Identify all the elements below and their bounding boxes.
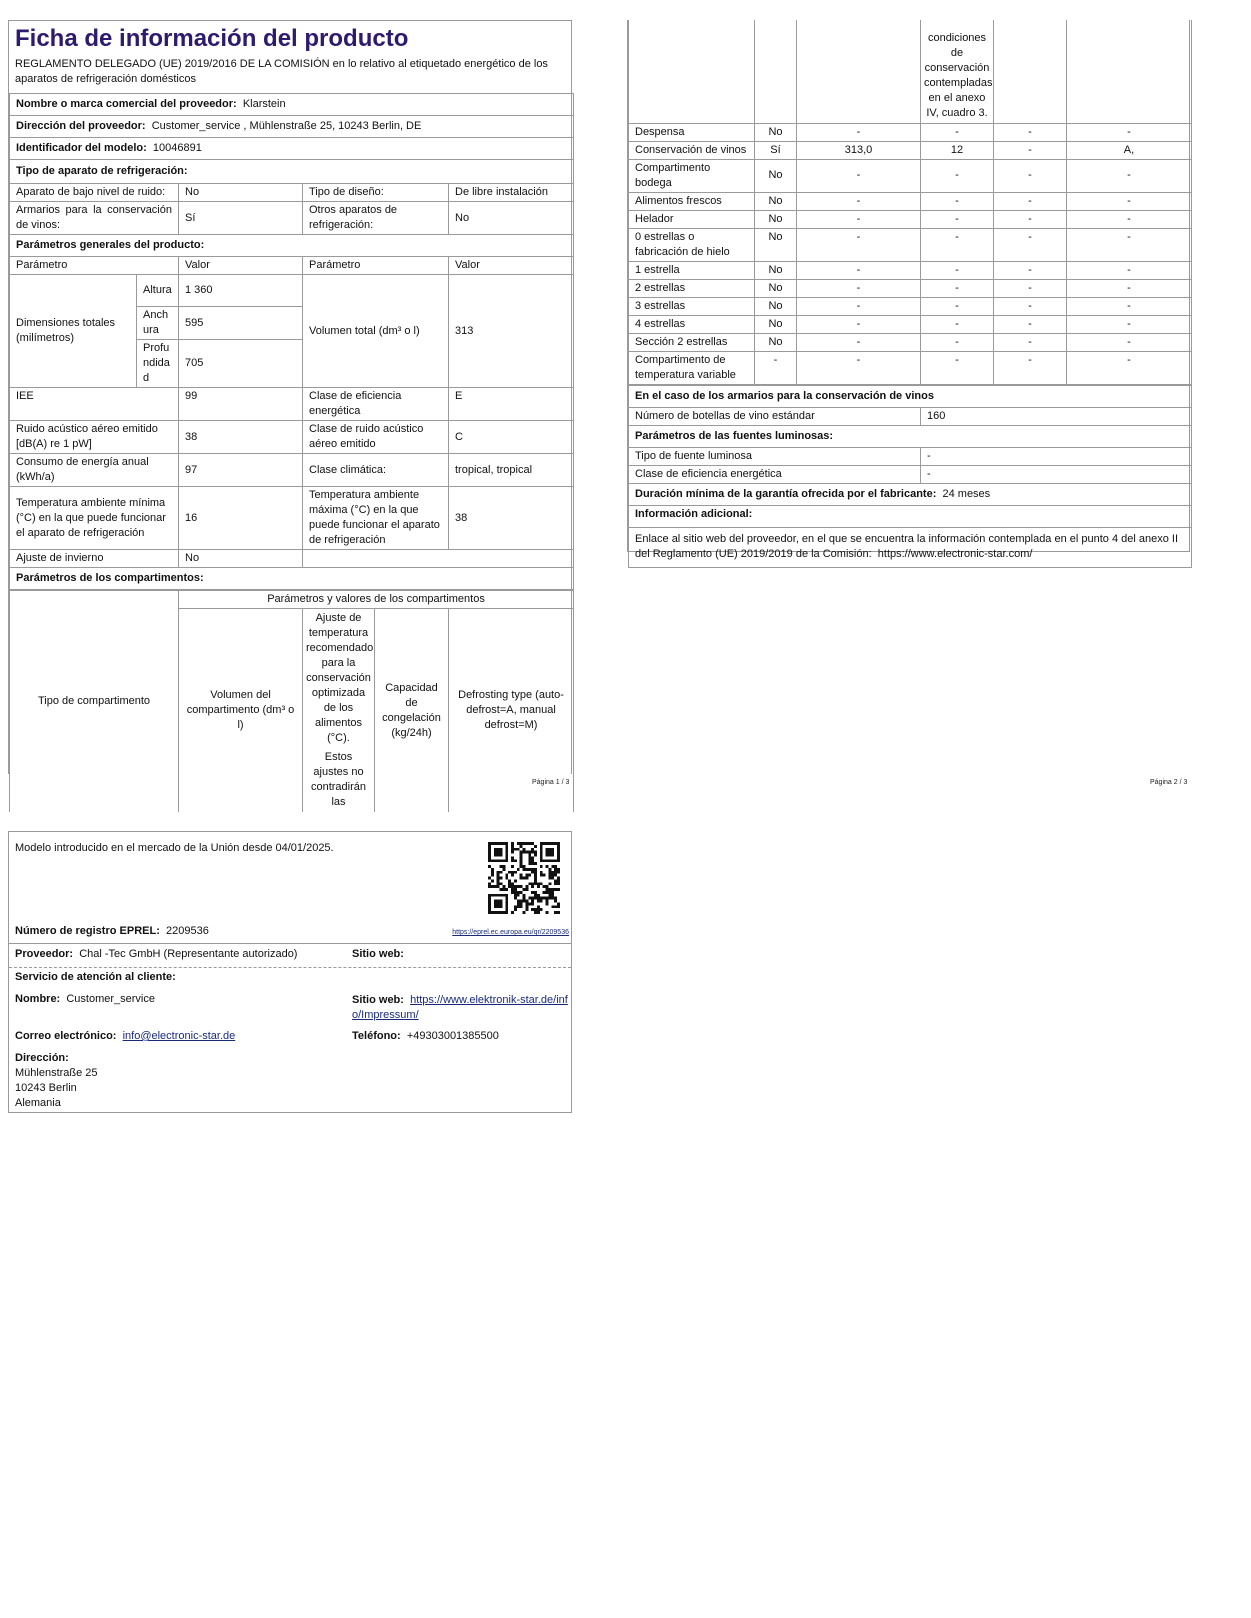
page-number-1: Página 1 / 3 [532, 779, 570, 786]
comp-freeze: - [994, 123, 1067, 141]
compartment-row [629, 123, 1192, 141]
phone-label: Teléfono: [352, 1030, 401, 1042]
eei-label: IEE [10, 388, 179, 421]
other-label: Otros aparatos de refrigeración: [303, 202, 449, 235]
address-label: Dirección: [15, 1052, 69, 1064]
max-temp-value: 38 [449, 487, 574, 550]
comp-defrost: - [1067, 210, 1192, 228]
consumption-label: Consumo de energía anual (kWh/a) [10, 454, 179, 487]
noise-value: 38 [179, 421, 303, 454]
comp-temp: 12 [921, 141, 994, 159]
energy-class-value: E [449, 388, 574, 421]
comp-volume: - [797, 210, 921, 228]
comp-temp: - [921, 297, 994, 315]
comp-freeze: - [994, 297, 1067, 315]
max-temp-label: Temperatura ambiente máxima (°C) en la que puede funcionar el aparato de refrigeración [303, 487, 449, 550]
compartments-header: Parámetros de los compartimentos: [10, 568, 574, 590]
compartment-row [629, 297, 1192, 315]
comp-name: Sección 2 estrellas [629, 333, 755, 351]
comp-freeze-label: Capacidad de congelación (kg/24h) [375, 609, 449, 813]
depth-label: Profundidad [137, 340, 179, 388]
comp-values-header: Parámetros y valores de los compartimentos [179, 591, 574, 609]
min-temp-label: Temperatura ambiente mínima (°C) en la que puede funcionar el aparato de refrigeración [10, 487, 179, 550]
comp-name: Alimentos frescos [629, 192, 755, 210]
comp-temp: - [921, 192, 994, 210]
supplier-label: Proveedor: [15, 948, 74, 960]
comp-defrost: - [1067, 333, 1192, 351]
noise-class-value: C [449, 421, 574, 454]
phone-value: +49303001385500 [406, 1030, 499, 1042]
eprel-label: Número de registro EPREL: [15, 925, 160, 937]
light-header: Parámetros de las fuentes luminosas: [629, 425, 1192, 447]
bottles-value: 160 [921, 407, 1192, 425]
comp-volume: - [797, 123, 921, 141]
compartment-row [629, 192, 1192, 210]
comp-volume: - [797, 297, 921, 315]
comp-freeze: - [994, 261, 1067, 279]
comp-name: Helador [629, 210, 755, 228]
compartments-table [9, 590, 574, 812]
comp-volume: - [797, 333, 921, 351]
page-number-2: Página 2 / 3 [1150, 779, 1188, 786]
comp-volume: - [797, 228, 921, 261]
total-volume-label: Volumen total (dm³ o l) [303, 275, 449, 388]
comp-freeze: - [994, 351, 1067, 384]
light-type-value: - [921, 447, 1192, 465]
comp-temp: - [921, 351, 994, 384]
compartment-rows [629, 123, 1192, 384]
comp-temp: - [921, 159, 994, 192]
eei-value: 99 [179, 388, 303, 421]
comp-freeze: - [994, 315, 1067, 333]
comp-defrost: - [1067, 297, 1192, 315]
climate-value: tropical, tropical [449, 454, 574, 487]
comp-temp: - [921, 315, 994, 333]
comp-present: No [755, 315, 797, 333]
total-volume-value: 313 [449, 275, 574, 388]
comp-name: Compartimento de temperatura variable [629, 351, 755, 384]
warranty-value: 24 meses [942, 487, 991, 500]
comp-defrost: - [1067, 192, 1192, 210]
link-url[interactable]: https://www.electronic-star.com/ [877, 548, 1033, 560]
comp-temp: - [921, 261, 994, 279]
compartment-row [629, 141, 1192, 159]
col-param-1: Parámetro [10, 257, 179, 275]
comp-present: No [755, 333, 797, 351]
comp-volume: - [797, 159, 921, 192]
col-param-2: Parámetro [303, 257, 449, 275]
market-text: Modelo introducido en el mercado de la Unión desde 04/01/2025. [15, 842, 334, 854]
depth-value: 705 [179, 340, 303, 388]
compartment-row [629, 159, 1192, 192]
comp-name: Despensa [629, 123, 755, 141]
comp-defrost: - [1067, 123, 1192, 141]
comp-defrost: - [1067, 261, 1192, 279]
comp-present: No [755, 297, 797, 315]
dims-label: Dimensiones totales (milímetros) [10, 275, 137, 388]
comp-present: No [755, 279, 797, 297]
address-line-2: 10243 Berlin [15, 1082, 77, 1094]
col-value-2: Valor [449, 257, 574, 275]
model-id-label: Identificador del modelo: [16, 142, 147, 154]
comp-volume: - [797, 315, 921, 333]
eprel-link[interactable]: https://eprel.ec.europa.eu/qr/2209536 [452, 929, 569, 936]
address-line-3: Alemania [15, 1097, 61, 1109]
comp-temp: - [921, 333, 994, 351]
climate-label: Clase climática: [303, 454, 449, 487]
compartment-row [629, 228, 1192, 261]
compartment-row [629, 279, 1192, 297]
comp-freeze: - [994, 279, 1067, 297]
comp-name: Compartimento bodega [629, 159, 755, 192]
comp-freeze: - [994, 228, 1067, 261]
compartment-row [629, 351, 1192, 384]
compartments-table-cont [628, 20, 1192, 385]
comp-volume: - [797, 192, 921, 210]
service-web-link[interactable]: https://www.elektronik-star.de/info/Impressum/ [352, 994, 568, 1021]
comp-volume: - [797, 261, 921, 279]
comp-defrost: - [1067, 228, 1192, 261]
min-temp-value: 16 [179, 487, 303, 550]
width-value: 595 [179, 307, 303, 340]
other-value: No [449, 202, 574, 235]
model-id: 10046891 [152, 142, 202, 154]
comp-temp-note: Estos ajustes no contradirán las [310, 751, 367, 808]
comp-present: No [755, 192, 797, 210]
page-2 [627, 20, 1190, 560]
comp-volume: 313,0 [797, 141, 921, 159]
design-type-value: De libre instalación [449, 184, 574, 202]
page-3 [8, 831, 572, 1113]
comp-type-label: Tipo de compartimento [10, 591, 179, 813]
comp-present: No [755, 228, 797, 261]
supplier-value: Chal -Tec GmbH (Representante autorizado) [79, 948, 298, 960]
noise-label: Ruido acústico aéreo emitido [dB(A) re 1 pW] [10, 421, 179, 454]
design-type-label: Tipo de diseño: [303, 184, 449, 202]
supplier-address-label: Dirección del proveedor: [16, 120, 146, 132]
comp-name: 4 estrellas [629, 315, 755, 333]
winter-value: No [179, 550, 303, 568]
comp-freeze: - [994, 210, 1067, 228]
supplier-name: Klarstein [242, 98, 286, 110]
regulation-text: REGLAMENTO DELEGADO (UE) 2019/2016 DE LA COMISIÓN en lo relativo al etiquetado energético de los aparatos de refrigeración domésticos [15, 58, 548, 85]
compartment-row [629, 333, 1192, 351]
link-text: Enlace al sitio web del proveedor, en el que se encuentra la información contemplada en el punto 4 del anexo II del Reglamento (UE) 2019/2019 de la Comisión: [635, 533, 1179, 560]
comp-defrost: A, [1067, 141, 1192, 159]
comp-temp: - [921, 123, 994, 141]
comp-present: No [755, 159, 797, 192]
comp-defrost-label: Defrosting type (auto-defrost=A, manual defrost=M) [449, 609, 574, 813]
comp-name: Conservación de vinos [629, 141, 755, 159]
height-label: Altura [137, 275, 179, 307]
website-label: Sitio web: [352, 948, 404, 960]
light-type-label: Tipo de fuente luminosa [629, 447, 921, 465]
general-header: Parámetros generales del producto: [10, 235, 574, 257]
comp-defrost: - [1067, 315, 1192, 333]
comp-temp-label: Ajuste de temperatura recomendado para la conservación optimizada de los alimentos (°C). [306, 612, 374, 744]
comp-defrost: - [1067, 279, 1192, 297]
comp-volume-label: Volumen del compartimento (dm³ o l) [179, 609, 303, 813]
wine-table [628, 385, 1192, 568]
comp-present: No [755, 261, 797, 279]
energy-class-label: Clase de eficiencia energética [303, 388, 449, 421]
comp-present: - [755, 351, 797, 384]
wine-cabinet-value: Sí [179, 202, 303, 235]
supplier-name-label: Nombre o marca comercial del proveedor: [16, 98, 237, 110]
comp-freeze: - [994, 141, 1067, 159]
comp-freeze: - [994, 159, 1067, 192]
warranty-label: Duración mínima de la garantía ofrecida por el fabricante: [635, 487, 937, 500]
name-value: Customer_service [66, 993, 155, 1005]
comp-temp-cont: condiciones de conservación contempladas en el anexo IV, cuadro 3. [921, 20, 994, 123]
height-value: 1 360 [179, 275, 303, 307]
comp-volume: - [797, 351, 921, 384]
light-class-value: - [921, 465, 1192, 483]
bottles-label: Número de botellas de vino estándar [629, 407, 921, 425]
comp-name: 3 estrellas [629, 297, 755, 315]
compartment-row [629, 210, 1192, 228]
low-noise-label: Aparato de bajo nivel de ruido: [10, 184, 179, 202]
comp-defrost: - [1067, 351, 1192, 384]
eprel-value: 2209536 [165, 925, 209, 937]
page-title: Ficha de información del producto [15, 25, 409, 52]
email-link[interactable]: info@electronic-star.de [122, 1030, 236, 1042]
comp-name: 1 estrella [629, 261, 755, 279]
comp-present: Sí [755, 141, 797, 159]
email-label: Correo electrónico: [15, 1030, 117, 1042]
general-table [9, 93, 574, 590]
name-label: Nombre: [15, 993, 61, 1005]
consumption-value: 97 [179, 454, 303, 487]
wine-cabinet-label: Armarios para la conservación de vinos: [10, 202, 179, 235]
comp-present: No [755, 210, 797, 228]
service-web-label: Sitio web: [352, 994, 404, 1006]
compartment-row [629, 315, 1192, 333]
comp-temp: - [921, 228, 994, 261]
low-noise-value: No [179, 184, 303, 202]
width-label: Anchura [137, 307, 179, 340]
compartment-row [629, 261, 1192, 279]
comp-defrost: - [1067, 159, 1192, 192]
winter-label: Ajuste de invierno [10, 550, 179, 568]
comp-temp: - [921, 210, 994, 228]
qr-code-icon[interactable] [488, 842, 560, 914]
comp-temp-cell [303, 609, 375, 813]
address-line-1: Mühlenstraße 25 [15, 1067, 98, 1079]
comp-name: 0 estrellas o fabricación de hielo [629, 228, 755, 261]
comp-freeze: - [994, 192, 1067, 210]
comp-freeze: - [994, 333, 1067, 351]
col-value-1: Valor [179, 257, 303, 275]
comp-present: No [755, 123, 797, 141]
noise-class-label: Clase de ruido acústico aéreo emitido [303, 421, 449, 454]
comp-name: 2 estrellas [629, 279, 755, 297]
supplier-address: Customer_service , Mühlenstraße 25, 10243 Berlin, DE [151, 120, 422, 132]
comp-volume: - [797, 279, 921, 297]
service-header: Servicio de atención al cliente: [15, 971, 176, 983]
additional-header: Información adicional: [629, 505, 1192, 527]
light-class-label: Clase de eficiencia energética [629, 465, 921, 483]
comp-temp: - [921, 279, 994, 297]
type-header: Tipo de aparato de refrigeración: [10, 160, 574, 184]
wine-header: En el caso de los armarios para la conservación de vinos [629, 385, 1192, 407]
